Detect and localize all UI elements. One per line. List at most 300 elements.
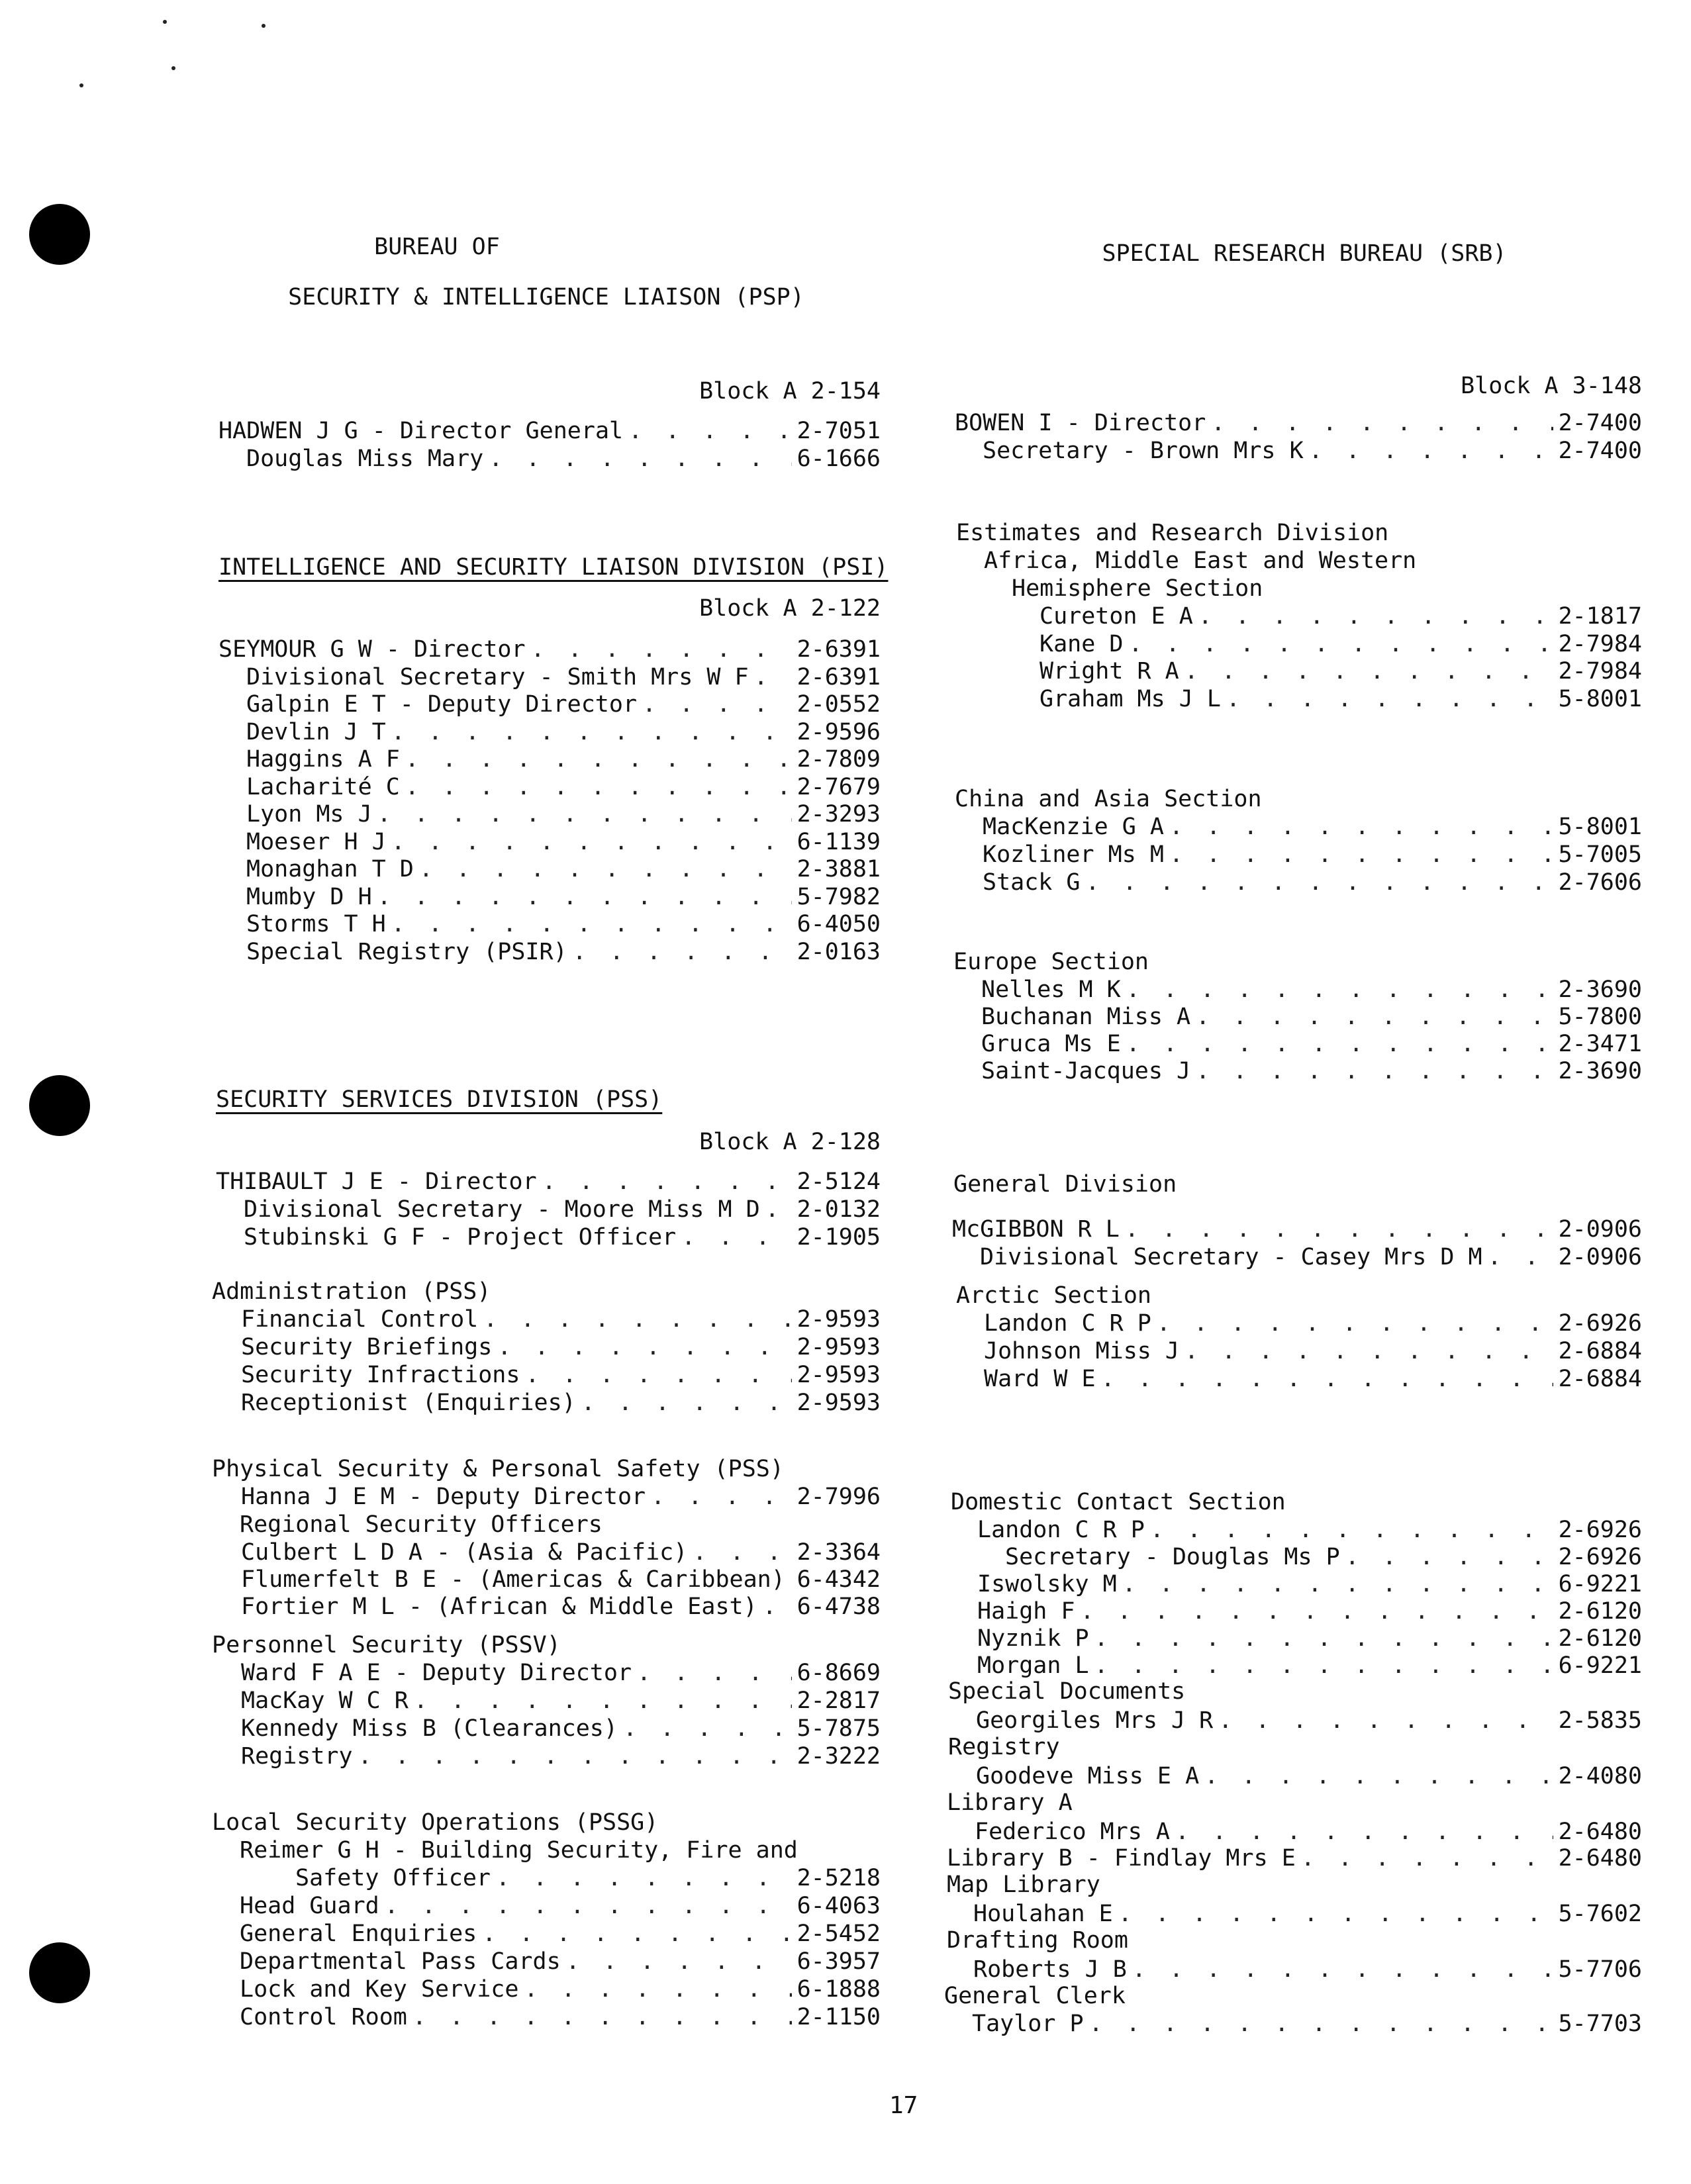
division-heading: General Division bbox=[953, 1171, 1177, 1198]
phone-extension: 6-4738 bbox=[797, 1593, 881, 1620]
section-heading: Domestic Contact Section bbox=[951, 1489, 1286, 1515]
leader-dots bbox=[1345, 1543, 1553, 1571]
leader-dots bbox=[573, 938, 792, 966]
entry-name: Security Infractions bbox=[241, 1362, 520, 1388]
directory-entry bbox=[973, 1956, 1642, 1983]
directory-entry bbox=[977, 1597, 1642, 1625]
directory-entry bbox=[246, 690, 881, 718]
entry-name: Houlahan E bbox=[973, 1901, 1113, 1927]
directory-entry bbox=[241, 1389, 881, 1417]
directory-entry bbox=[241, 1333, 881, 1361]
directory-entry bbox=[981, 1030, 1642, 1058]
phone-extension: 2-5124 bbox=[797, 1168, 881, 1195]
directory-entry bbox=[983, 813, 1642, 841]
leader-dots bbox=[1198, 602, 1553, 630]
phone-extension: 2-1905 bbox=[797, 1224, 881, 1251]
directory-entry bbox=[216, 1168, 881, 1196]
entry-name: Receptionist (Enquiries) bbox=[241, 1390, 576, 1416]
leader-dots bbox=[405, 745, 792, 773]
entry-name: Iswolsky M bbox=[977, 1571, 1117, 1597]
leader-dots bbox=[1488, 1243, 1553, 1271]
subsection-label: Hemisphere Section bbox=[1012, 575, 1263, 602]
leader-dots bbox=[1101, 1365, 1553, 1393]
leader-dots bbox=[1118, 1900, 1553, 1928]
scan-speck bbox=[79, 83, 83, 87]
directory-entry bbox=[246, 663, 881, 691]
phone-extension: 5-7982 bbox=[797, 883, 881, 910]
directory-entry bbox=[977, 1652, 1642, 1680]
entry-name: Nelles M K bbox=[981, 976, 1121, 1003]
leader-dots bbox=[414, 1687, 792, 1715]
phone-extension: 2-6120 bbox=[1558, 1598, 1642, 1625]
phone-extension: 2-7400 bbox=[1558, 410, 1642, 436]
phone-extension: 2-9593 bbox=[797, 1306, 881, 1333]
entry-name: Divisional Secretary - Casey Mrs D M bbox=[980, 1244, 1482, 1270]
phone-extension: 2-5218 bbox=[797, 1865, 881, 1891]
leader-dots bbox=[377, 883, 792, 911]
directory-entry bbox=[246, 883, 881, 911]
entry-name: Cureton E A bbox=[1039, 603, 1193, 630]
directory-entry bbox=[241, 1306, 881, 1333]
leader-dots bbox=[763, 1593, 792, 1621]
entry-name: Ward W E bbox=[984, 1366, 1096, 1392]
leader-dots bbox=[1128, 630, 1553, 658]
entry-name: Kennedy Miss B (Clearances) bbox=[241, 1715, 618, 1742]
phone-extension: 2-1817 bbox=[1558, 603, 1642, 630]
section-heading: Physical Security & Personal Safety (PSS) bbox=[212, 1456, 784, 1482]
leader-dots bbox=[628, 417, 791, 445]
block-location: Block A 3-148 bbox=[1461, 373, 1642, 399]
entry-name: Head Guard bbox=[240, 1893, 379, 1919]
leader-dots bbox=[651, 1483, 791, 1511]
directory-entry bbox=[976, 1707, 1642, 1734]
leader-dots bbox=[524, 1975, 791, 2003]
phone-extension: 6-9221 bbox=[1558, 1571, 1642, 1597]
punch-hole-bottom bbox=[29, 1942, 90, 2003]
directory-entry bbox=[240, 1920, 881, 1948]
directory-entry bbox=[1039, 630, 1642, 658]
entry-name: McGIBBON R L bbox=[952, 1216, 1120, 1243]
leader-dots bbox=[1089, 2010, 1553, 2038]
leader-dots bbox=[623, 1715, 792, 1742]
leader-dots bbox=[1184, 657, 1553, 685]
phone-extension: 2-6884 bbox=[1558, 1338, 1642, 1364]
directory-entry bbox=[246, 800, 881, 828]
phone-extension: 2-6926 bbox=[1558, 1310, 1642, 1337]
directory-entry bbox=[981, 976, 1642, 1004]
bureau-title: SPECIAL RESEARCH BUREAU (SRB) bbox=[1102, 240, 1507, 267]
directory-entry bbox=[972, 2010, 1642, 2038]
entry-name: Roberts J B bbox=[973, 1956, 1127, 1983]
entry-name: Haigh F bbox=[977, 1598, 1075, 1625]
directory-entry bbox=[1039, 602, 1642, 630]
phone-extension: 6-1888 bbox=[797, 1976, 881, 2003]
directory-entry bbox=[955, 409, 1642, 437]
directory-entry bbox=[241, 1483, 881, 1511]
leader-dots bbox=[531, 636, 792, 663]
leader-dots bbox=[482, 1920, 791, 1948]
entry-name: Stubinski G F - Project Officer bbox=[244, 1224, 677, 1251]
section-heading: Special Documents bbox=[948, 1678, 1186, 1705]
leader-dots bbox=[385, 1892, 792, 1920]
directory-entry bbox=[241, 1593, 881, 1621]
entry-name: Federico Mrs A bbox=[975, 1819, 1171, 1845]
section-heading: China and Asia Section bbox=[955, 786, 1262, 812]
entry-name: THIBAULT J E - Director bbox=[216, 1168, 537, 1195]
phone-extension: 6-1139 bbox=[797, 828, 881, 855]
section-heading: Local Security Operations (PSSG) bbox=[212, 1809, 659, 1836]
phone-extension: 2-2817 bbox=[797, 1687, 881, 1714]
phone-extension: 2-4080 bbox=[1558, 1763, 1642, 1789]
phone-extension: 2-5835 bbox=[1558, 1707, 1642, 1734]
directory-entry bbox=[977, 1625, 1642, 1652]
leader-dots bbox=[637, 1659, 792, 1687]
entry-name: Hanna J E M - Deputy Director bbox=[241, 1484, 646, 1510]
entry-name: Graham Ms J L bbox=[1039, 685, 1221, 712]
entry-name: Special Registry (PSIR) bbox=[246, 938, 567, 965]
section-heading: Arctic Section bbox=[956, 1282, 1152, 1309]
entry-name: Divisional Secretary - Smith Mrs W F bbox=[246, 663, 749, 690]
phone-extension: 6-4050 bbox=[797, 911, 881, 937]
directory-entry bbox=[246, 910, 881, 938]
section-heading: Drafting Room bbox=[947, 1927, 1128, 1954]
phone-extension: 6-4342 bbox=[797, 1566, 881, 1593]
directory-entry bbox=[240, 2003, 881, 2031]
entry-name: Financial Control bbox=[241, 1306, 479, 1333]
leader-dots bbox=[581, 1389, 792, 1417]
leader-dots bbox=[1175, 1818, 1553, 1846]
leader-dots bbox=[358, 1742, 792, 1770]
phone-extension: 2-5452 bbox=[797, 1921, 881, 1947]
leader-dots bbox=[765, 1196, 792, 1223]
directory-entry bbox=[241, 1659, 881, 1687]
phone-extension: 2-3690 bbox=[1558, 1058, 1642, 1084]
directory-entry bbox=[241, 1566, 881, 1593]
directory-entry bbox=[218, 636, 881, 663]
leader-dots bbox=[377, 800, 792, 828]
entry-name: Monaghan T D bbox=[246, 856, 414, 882]
phone-extension: 2-6120 bbox=[1558, 1625, 1642, 1652]
entry-name: Devlin J T bbox=[246, 718, 386, 745]
entry-name: Secretary - Douglas Ms P bbox=[1005, 1544, 1340, 1570]
directory-entry bbox=[246, 718, 881, 746]
leader-dots bbox=[791, 1566, 792, 1593]
leader-dots bbox=[566, 1948, 792, 1975]
entry-name: Departmental Pass Cards bbox=[240, 1948, 561, 1975]
section-heading: Personnel Security (PSSV) bbox=[212, 1632, 561, 1658]
bureau-title-line1: BUREAU OF bbox=[374, 234, 500, 260]
directory-entry bbox=[976, 1762, 1642, 1790]
leader-dots bbox=[525, 1361, 791, 1389]
leader-dots bbox=[391, 718, 792, 746]
phone-extension: 5-7875 bbox=[797, 1715, 881, 1742]
leader-dots bbox=[1169, 813, 1553, 841]
phone-extension: 5-8001 bbox=[1558, 685, 1642, 712]
directory-entry bbox=[973, 1900, 1642, 1928]
phone-extension: 2-9593 bbox=[797, 1362, 881, 1388]
directory-entry bbox=[1039, 685, 1642, 713]
leader-dots bbox=[489, 445, 791, 473]
entry-name: Goodeve Miss E A bbox=[976, 1763, 1200, 1789]
entry-name-continued: Reimer G H - Building Security, Fire and bbox=[240, 1837, 798, 1864]
directory-entry bbox=[240, 1892, 881, 1920]
directory-entry bbox=[246, 773, 881, 801]
entry-name: Haggins A F bbox=[246, 746, 400, 773]
phone-extension: 2-7809 bbox=[797, 746, 881, 773]
leader-dots bbox=[1226, 685, 1553, 713]
leader-dots bbox=[1086, 869, 1553, 896]
leader-dots bbox=[1094, 1652, 1553, 1680]
phone-extension: 2-7984 bbox=[1558, 658, 1642, 685]
phone-extension: 2-3293 bbox=[797, 801, 881, 828]
phone-extension: 2-6926 bbox=[1558, 1517, 1642, 1543]
section-heading: Administration (PSS) bbox=[212, 1278, 491, 1305]
entry-name: Kane D bbox=[1039, 630, 1124, 657]
leader-dots bbox=[1218, 1707, 1553, 1734]
section-heading: Registry bbox=[948, 1734, 1060, 1760]
directory-entry bbox=[981, 1003, 1642, 1031]
directory-entry bbox=[977, 1516, 1642, 1544]
directory-entry bbox=[975, 1818, 1642, 1846]
entry-name: Landon C R P bbox=[984, 1310, 1151, 1337]
leader-dots bbox=[1122, 1570, 1553, 1598]
phone-extension: 2-6480 bbox=[1558, 1819, 1642, 1845]
leader-dots bbox=[1196, 1057, 1553, 1085]
directory-entry bbox=[246, 828, 881, 856]
entry-name: Mumby D H bbox=[246, 883, 372, 910]
phone-extension: 6-8669 bbox=[797, 1660, 881, 1686]
entry-name: Landon C R P bbox=[977, 1517, 1145, 1543]
entry-name: Nyznik P bbox=[977, 1625, 1089, 1652]
phone-extension: 2-3881 bbox=[797, 856, 881, 882]
leader-dots bbox=[693, 1539, 791, 1566]
directory-entry bbox=[977, 1570, 1642, 1598]
leader-dots bbox=[1169, 841, 1553, 869]
leader-dots bbox=[1125, 1215, 1553, 1243]
leader-dots bbox=[1126, 1030, 1553, 1058]
entry-name: Flumerfelt B E - (Americas & Caribbean) bbox=[241, 1566, 785, 1593]
phone-extension: 2-3690 bbox=[1558, 976, 1642, 1003]
leader-dots bbox=[496, 1864, 792, 1892]
leader-dots bbox=[1204, 1762, 1553, 1790]
entry-name: Safety Officer bbox=[295, 1865, 491, 1891]
entry-name: MacKenzie G A bbox=[983, 814, 1164, 840]
bureau-title-line2: SECURITY & INTELLIGENCE LIAISON (PSP) bbox=[288, 284, 804, 310]
entry-name: Control Room bbox=[240, 2004, 407, 2030]
leader-dots bbox=[497, 1333, 791, 1361]
phone-extension: 2-3222 bbox=[797, 1743, 881, 1770]
phone-extension: 6-1666 bbox=[797, 446, 881, 472]
leader-dots bbox=[391, 828, 792, 856]
phone-extension: 5-8001 bbox=[1558, 814, 1642, 840]
subsection-label: Regional Security Officers bbox=[240, 1511, 603, 1538]
directory-entry bbox=[984, 1365, 1642, 1393]
phone-extension: 2-7400 bbox=[1558, 438, 1642, 464]
entry-name: Fortier M L - (African & Middle East) bbox=[241, 1593, 757, 1620]
phone-extension: 2-1150 bbox=[797, 2004, 881, 2030]
directory-entry bbox=[984, 1309, 1642, 1337]
scan-speck bbox=[171, 66, 175, 70]
leader-dots bbox=[419, 855, 792, 883]
entry-name: Storms T H bbox=[246, 911, 386, 937]
entry-name: Taylor P bbox=[972, 2011, 1084, 2037]
entry-name: Georgiles Mrs J R bbox=[976, 1707, 1214, 1734]
directory-entry bbox=[246, 445, 881, 473]
phone-extension: 2-0163 bbox=[797, 938, 881, 965]
directory-entry bbox=[980, 1243, 1642, 1271]
phone-extension: 5-7706 bbox=[1558, 1956, 1642, 1983]
phone-extension: 2-6391 bbox=[797, 663, 881, 690]
entry-name: Ward F A E - Deputy Director bbox=[241, 1660, 632, 1686]
leader-dots bbox=[1094, 1625, 1553, 1652]
leader-dots bbox=[412, 2003, 792, 2031]
entry-name: Stack G bbox=[983, 869, 1081, 896]
directory-entry bbox=[983, 841, 1642, 869]
phone-extension: 2-7606 bbox=[1558, 869, 1642, 896]
directory-entry bbox=[1039, 657, 1642, 685]
entry-name: SEYMOUR G W - Director bbox=[218, 636, 526, 663]
phone-extension: 2-7051 bbox=[797, 418, 881, 444]
leader-dots bbox=[391, 910, 792, 938]
entry-name: Culbert L D A - (Asia & Pacific) bbox=[241, 1539, 688, 1566]
phone-extension: 2-3471 bbox=[1558, 1031, 1642, 1057]
directory-entry bbox=[240, 1948, 881, 1975]
leader-dots bbox=[1184, 1337, 1553, 1365]
entry-name: Library B - Findlay Mrs E bbox=[947, 1845, 1296, 1872]
division-heading: INTELLIGENCE AND SECURITY LIAISON DIVISION (PSI) bbox=[218, 554, 889, 581]
phone-extension: 2-0132 bbox=[797, 1196, 881, 1223]
directory-entry bbox=[244, 1196, 881, 1223]
entry-name: Registry bbox=[241, 1743, 353, 1770]
phone-extension: 2-6926 bbox=[1558, 1544, 1642, 1570]
leader-dots bbox=[1196, 1003, 1553, 1031]
punch-hole-top bbox=[29, 204, 90, 265]
division-heading: SECURITY SERVICES DIVISION (PSS) bbox=[216, 1086, 663, 1113]
phone-extension: 2-0906 bbox=[1558, 1216, 1642, 1243]
phone-extension: 2-9596 bbox=[797, 718, 881, 745]
entry-name: Kozliner Ms M bbox=[983, 841, 1164, 868]
directory-entry bbox=[295, 1864, 881, 1892]
entry-name: Douglas Miss Mary bbox=[246, 446, 484, 472]
directory-entry bbox=[218, 417, 881, 445]
entry-name: MacKay W C R bbox=[241, 1687, 409, 1714]
directory-entry bbox=[241, 1687, 881, 1715]
block-location: Block A 2-128 bbox=[699, 1129, 881, 1155]
phone-extension: 2-0552 bbox=[797, 691, 881, 718]
phone-extension: 5-7800 bbox=[1558, 1004, 1642, 1030]
phone-extension: 2-6884 bbox=[1558, 1366, 1642, 1392]
entry-name: General Enquiries bbox=[240, 1921, 477, 1947]
directory-entry bbox=[983, 437, 1642, 465]
leader-dots bbox=[1157, 1309, 1553, 1337]
entry-name: Secretary - Brown Mrs K bbox=[983, 438, 1304, 464]
block-location: Block A 2-154 bbox=[699, 378, 881, 404]
directory-entry bbox=[947, 1844, 1642, 1872]
leader-dots bbox=[1132, 1956, 1553, 1983]
phone-extension: 5-7602 bbox=[1558, 1901, 1642, 1927]
directory-entry bbox=[246, 745, 881, 773]
phone-extension: 2-7984 bbox=[1558, 630, 1642, 657]
leader-dots bbox=[1150, 1516, 1553, 1544]
phone-extension: 6-3957 bbox=[797, 1948, 881, 1975]
subsection-label: Africa, Middle East and Western bbox=[984, 547, 1417, 574]
scan-speck bbox=[163, 20, 167, 24]
punch-hole-middle bbox=[29, 1075, 90, 1136]
phone-extension: 2-7679 bbox=[797, 773, 881, 800]
entry-name: Gruca Ms E bbox=[981, 1031, 1121, 1057]
division-heading: Estimates and Research Division bbox=[956, 520, 1389, 546]
leader-dots bbox=[405, 773, 792, 801]
phone-extension: 5-7005 bbox=[1558, 841, 1642, 868]
directory-entry bbox=[241, 1361, 881, 1389]
directory-entry bbox=[983, 869, 1642, 896]
phone-extension: 2-9593 bbox=[797, 1390, 881, 1416]
directory-entry bbox=[240, 1975, 881, 2003]
section-heading: Map Library bbox=[947, 1872, 1100, 1898]
entry-name: Galpin E T - Deputy Director bbox=[246, 691, 638, 718]
leader-dots bbox=[483, 1306, 791, 1333]
entry-name: Security Briefings bbox=[241, 1334, 493, 1360]
directory-entry bbox=[244, 1223, 881, 1251]
entry-name: Lacharité C bbox=[246, 773, 400, 800]
directory-entry bbox=[952, 1215, 1642, 1243]
phone-extension: 6-9221 bbox=[1558, 1652, 1642, 1679]
phone-extension: 6-4063 bbox=[797, 1893, 881, 1919]
directory-entry bbox=[241, 1715, 881, 1742]
directory-entry bbox=[241, 1539, 881, 1566]
directory-entry bbox=[241, 1742, 881, 1770]
entry-name: Divisional Secretary - Moore Miss M D bbox=[244, 1196, 760, 1223]
directory-entry bbox=[981, 1057, 1642, 1085]
leader-dots bbox=[1126, 976, 1553, 1004]
directory-entry bbox=[1005, 1543, 1642, 1571]
phone-extension: 2-9593 bbox=[797, 1334, 881, 1360]
entry-name: Lyon Ms J bbox=[246, 801, 372, 828]
directory-entry bbox=[246, 938, 881, 966]
phone-extension: 2-6391 bbox=[797, 636, 881, 663]
leader-dots bbox=[542, 1168, 792, 1196]
entry-name: HADWEN J G - Director General bbox=[218, 418, 624, 444]
section-heading: Europe Section bbox=[953, 949, 1149, 975]
leader-dots bbox=[1301, 1844, 1553, 1872]
entry-name: BOWEN I - Director bbox=[955, 410, 1206, 436]
entry-name: Saint-Jacques J bbox=[981, 1058, 1191, 1084]
phone-extension: 5-7703 bbox=[1558, 2011, 1642, 2037]
entry-name: Morgan L bbox=[977, 1652, 1089, 1679]
section-heading: Library A bbox=[947, 1789, 1073, 1816]
block-location: Block A 2-122 bbox=[699, 595, 881, 622]
leader-dots bbox=[754, 663, 792, 691]
phone-extension: 2-0906 bbox=[1558, 1244, 1642, 1270]
entry-name: Lock and Key Service bbox=[240, 1976, 519, 2003]
phone-extension: 2-6480 bbox=[1558, 1845, 1642, 1872]
entry-name: Buchanan Miss A bbox=[981, 1004, 1191, 1030]
phone-extension: 2-7996 bbox=[797, 1484, 881, 1510]
leader-dots bbox=[681, 1223, 791, 1251]
leader-dots bbox=[1081, 1597, 1553, 1625]
directory-entry bbox=[246, 855, 881, 883]
phone-extension: 2-3364 bbox=[797, 1539, 881, 1566]
directory-entry bbox=[984, 1337, 1642, 1365]
entry-name: Johnson Miss J bbox=[984, 1338, 1180, 1364]
entry-name: Moeser H J bbox=[246, 828, 386, 855]
scan-speck bbox=[262, 24, 266, 28]
leader-dots bbox=[1309, 437, 1553, 465]
entry-name: Wright R A bbox=[1039, 658, 1179, 685]
page-number: 17 bbox=[889, 2092, 918, 2119]
leader-dots bbox=[642, 690, 792, 718]
section-heading: General Clerk bbox=[944, 1983, 1126, 2009]
